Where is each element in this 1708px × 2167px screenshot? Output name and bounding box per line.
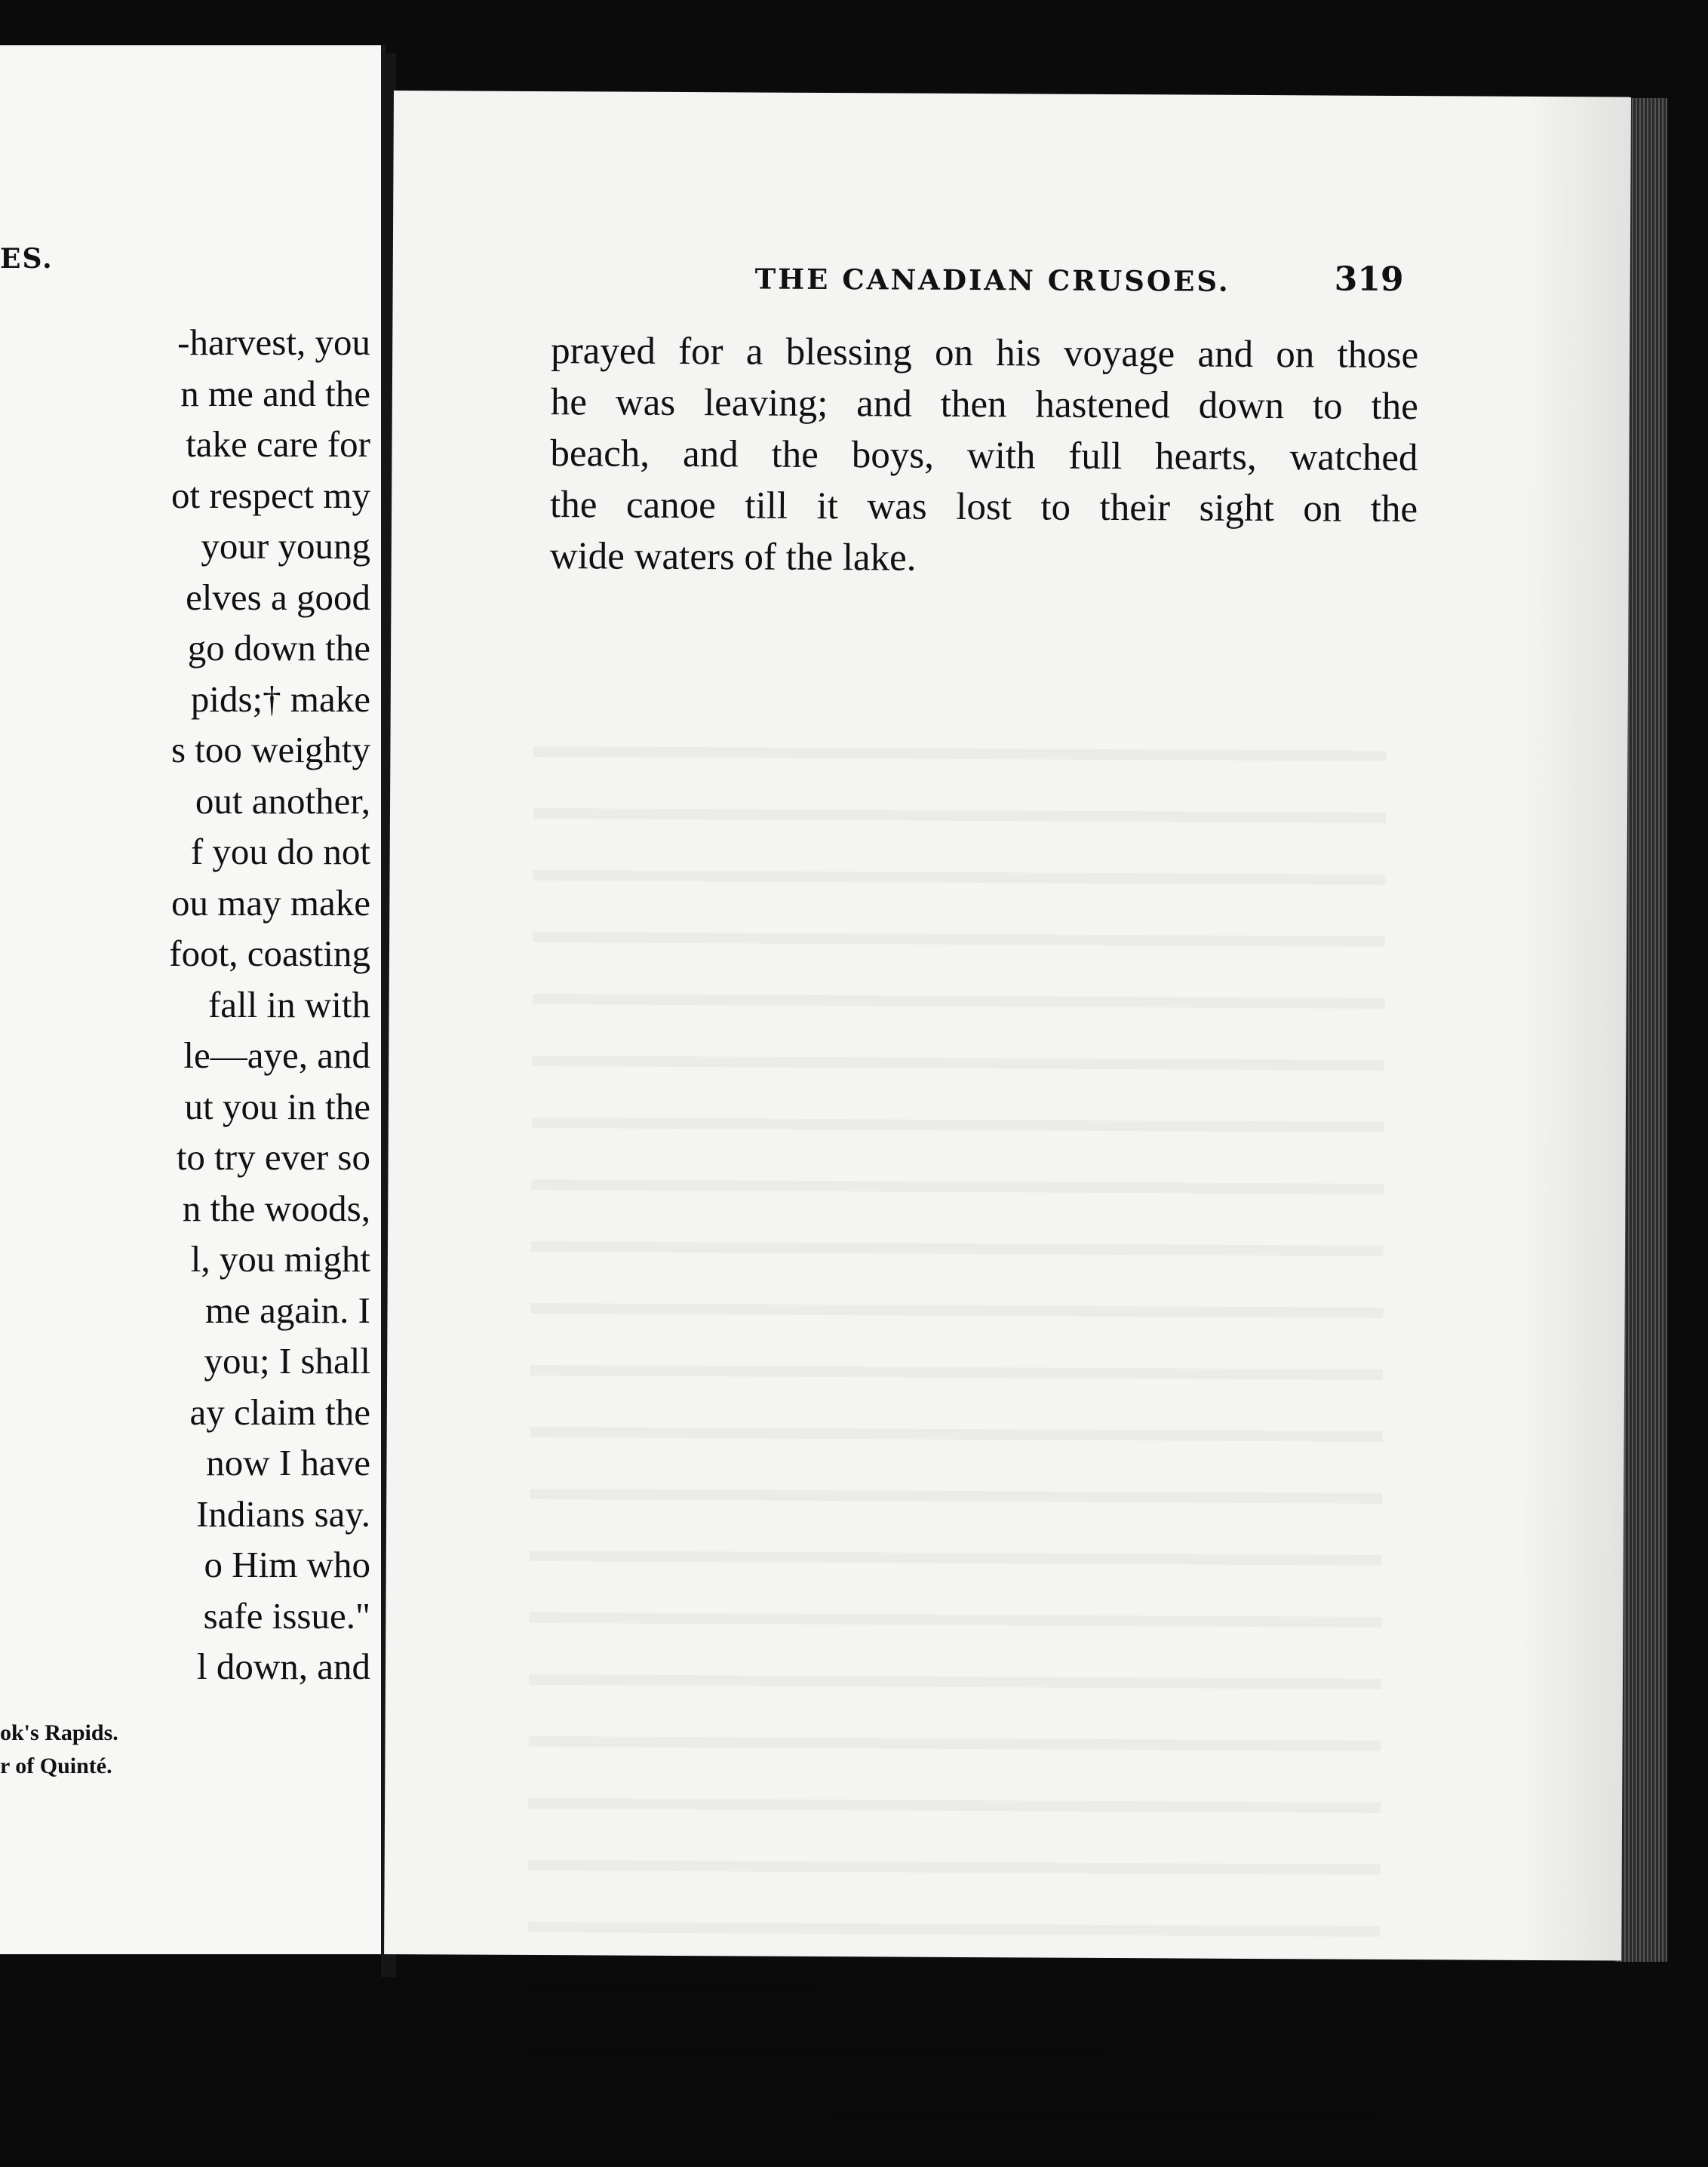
text-line: ut you in the xyxy=(184,1085,370,1127)
text-line: Indians say. xyxy=(196,1492,370,1535)
running-head: THE CANADIAN CRUSOES. xyxy=(754,262,1230,298)
text-line: you; I shall xyxy=(204,1340,370,1382)
text-line: now I have xyxy=(206,1442,370,1483)
text-line: beach, and the boys, with full hearts, watched xyxy=(550,432,1418,480)
body-text xyxy=(550,325,1419,586)
text-line: pids;† make xyxy=(190,678,370,720)
text-line: le—aye, and xyxy=(183,1034,370,1076)
left-page-text xyxy=(0,317,370,1692)
footnote: ok's Rapids. xyxy=(0,1720,118,1745)
text-line: to try ever so xyxy=(176,1136,370,1178)
text-line: n me and the xyxy=(180,372,370,414)
text-line: elves a good xyxy=(186,576,370,618)
show-through-texture xyxy=(527,695,1387,2122)
text-line: take care for xyxy=(186,423,370,465)
text-line: out another, xyxy=(195,779,370,822)
text-line: prayed for a blessing on his voyage and on those xyxy=(551,330,1419,377)
left-page xyxy=(0,45,386,1954)
text-line: -harvest, you xyxy=(177,321,370,363)
text-line: ot respect my xyxy=(171,474,370,516)
text-line: ay claim the xyxy=(189,1391,370,1433)
text-line: ou may make xyxy=(171,881,370,924)
text-line: s too weighty xyxy=(170,729,370,770)
text-line: o Him who xyxy=(204,1544,370,1585)
text-line: wide waters of the lake. xyxy=(549,535,917,579)
footnote: r of Quinté. xyxy=(0,1754,112,1778)
text-line: fall in with xyxy=(207,983,370,1025)
text-line: the canoe till it was lost to their sight on the xyxy=(549,484,1418,531)
text-line: l down, and xyxy=(197,1646,370,1687)
text-line: me again. I xyxy=(204,1289,370,1331)
text-line: l, you might xyxy=(190,1238,370,1280)
text-line: f you do not xyxy=(190,831,370,872)
page-shadow xyxy=(1516,97,1631,1961)
left-running-head: ES. xyxy=(0,243,54,275)
page-number: 319 xyxy=(1334,260,1404,300)
right-page xyxy=(384,91,1631,1961)
text-line: safe issue." xyxy=(203,1594,370,1637)
text-line: go down the xyxy=(187,627,370,669)
text-line: your young xyxy=(201,525,370,567)
text-line: foot, coasting xyxy=(169,933,370,974)
text-line: he was leaving; and then hastened down to the xyxy=(550,381,1418,429)
left-footnotes xyxy=(0,1717,386,1783)
text-line: n the woods, xyxy=(182,1187,370,1229)
